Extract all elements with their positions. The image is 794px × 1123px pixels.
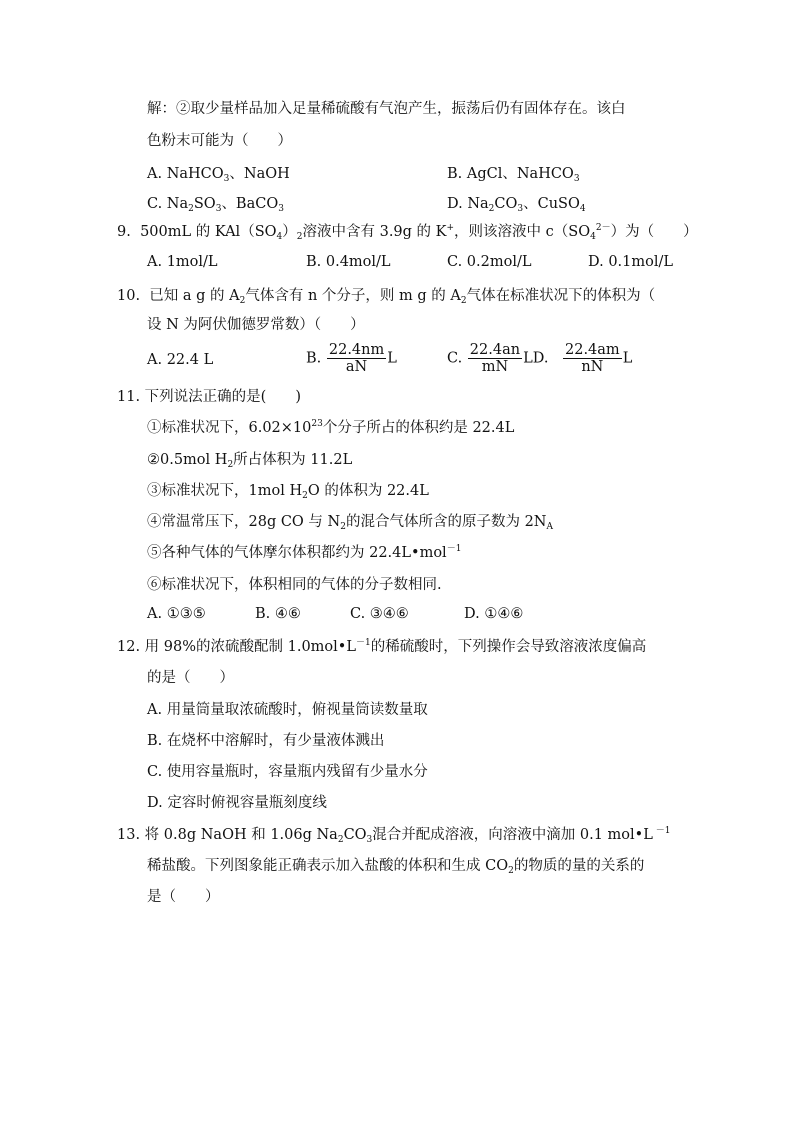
q8-option-a: A. NaHCO$_3$、NaOH xyxy=(147,166,290,184)
q11-statement-5: ⑤各种气体的气体摩尔体积都约为 22.4L•mol$^{-1}$ xyxy=(147,544,462,561)
q9-option-b: B. 0.4mol/L xyxy=(306,254,391,270)
q9-stem: 9. 500mL 的 $KAl(SO_4)_2$溶液中含有 3.9g 的 K+，则该溶液中 $c(SO_4^{2-})$为（ ） xyxy=(117,223,698,242)
q10-option-d-fraction: $\frac{22.4am}{nN}$ xyxy=(565,342,620,375)
q11-option-d: D. ①④⑥ xyxy=(464,606,524,622)
q10-option-a: A. 22.4 L xyxy=(147,352,214,368)
q13-number: 13. xyxy=(117,827,141,843)
q11-option-a: A. ①③⑤ xyxy=(147,606,206,622)
q12-option-a: A. 用量筒量取浓硫酸时，俯视量筒读数量取 xyxy=(147,702,428,718)
q10-number: 10. xyxy=(117,288,141,304)
q12-number: 12. xyxy=(117,639,141,655)
q11-statement-3: ③标准状况下，1mol $H_2O$ 的体积为 22.4L xyxy=(147,483,429,501)
q9-option-a: A. 1mol/L xyxy=(147,254,218,270)
q10-option-c: C. $\frac{22.4an}{mN}$ LD. xyxy=(447,342,549,375)
q11-statement-6: ⑥标准状况下，体积相同的气体的分子数相同. xyxy=(147,577,442,593)
q12-option-c: C. 使用容量瓶时，容量瓶内残留有少量水分 xyxy=(147,764,428,780)
q10-option-d: $\frac{22.4am}{nN}$ L xyxy=(565,342,633,375)
q8-option-c: C. $Na_2SO_3$、BaCO$_3$ xyxy=(147,196,284,214)
q11-option-c: C. ③④⑥ xyxy=(350,606,409,622)
q9-number: 9. xyxy=(117,224,131,240)
q8-option-b: B. AgCl、NaHCO$_3$ xyxy=(447,166,580,184)
q8-stem-line1: 解：②取少量样品加入足量稀硫酸有气泡产生，振荡后仍有固体存在。该白 xyxy=(147,101,626,117)
q9-option-c: C. 0.2mol/L xyxy=(447,254,532,270)
q9-option-d: D. 0.1mol/L xyxy=(588,254,674,270)
q10-stem-line2: 设 N 为阿伏伽德罗常数）（ ） xyxy=(147,317,365,333)
q10-option-c-fraction: $\frac{22.4an}{mN}$ xyxy=(469,342,521,375)
q12-stem-line1: 12. 用 98%的浓硫酸配制 $1.0mol•L^{-1}$的稀硫酸时，下列操作会导致溶液浓度偏高 xyxy=(117,638,647,655)
q11-statement-1: ①标准状况下，$6.02\times 10^{23}$个分子所占的体积约是 22.4L xyxy=(147,419,515,436)
q11-option-b: B. ④⑥ xyxy=(255,606,301,622)
q12-option-d: D. 定容时俯视容量瓶刻度线 xyxy=(147,795,327,811)
q11-statement-4: ④常温常压下，28g CO 与 $N_2$的混合气体所含的原子数为 $2N_A$ xyxy=(147,514,553,532)
q11-statement-2: ②0.5mol $H_2$所占体积为 11.2L xyxy=(147,452,353,470)
q10-stem-line1: 10. 已知 a g 的 $A_2$气体含有 n 个分子，则 m g 的 $A_2$气体在标准状况下的体积为（ xyxy=(117,288,656,306)
q11-number: 11. xyxy=(117,389,141,405)
q8-stem-line2: 色粉末可能为（ ） xyxy=(147,133,292,149)
q13-stem-line3: 是（ ） xyxy=(147,889,220,905)
q13-stem-line1: 13. 将 0.8g NaOH 和 1.06g $Na_2CO_3$混合并配成溶液，向溶液中滴加 0.1 mol•L $^{-1}$ xyxy=(117,826,671,845)
q13-stem-line2: 稀盐酸。下列图象能正确表示加入盐酸的体积和生成 $CO_2$的物质的量的关系的 xyxy=(147,858,645,876)
q8-option-d: D. $Na_2CO_3$、CuSO$_4$ xyxy=(447,196,586,214)
q11-stem: 11. 下列说法正确的是( ) xyxy=(117,389,301,405)
q12-stem-line2: 的是（ ） xyxy=(147,670,234,686)
q12-option-b: B. 在烧杯中溶解时，有少量液体溅出 xyxy=(147,733,385,749)
q10-option-b-fraction: $\frac{22.4nm}{aN}$ xyxy=(328,342,385,375)
q10-option-b: B. $\frac{22.4nm}{aN}$ L xyxy=(306,342,397,375)
